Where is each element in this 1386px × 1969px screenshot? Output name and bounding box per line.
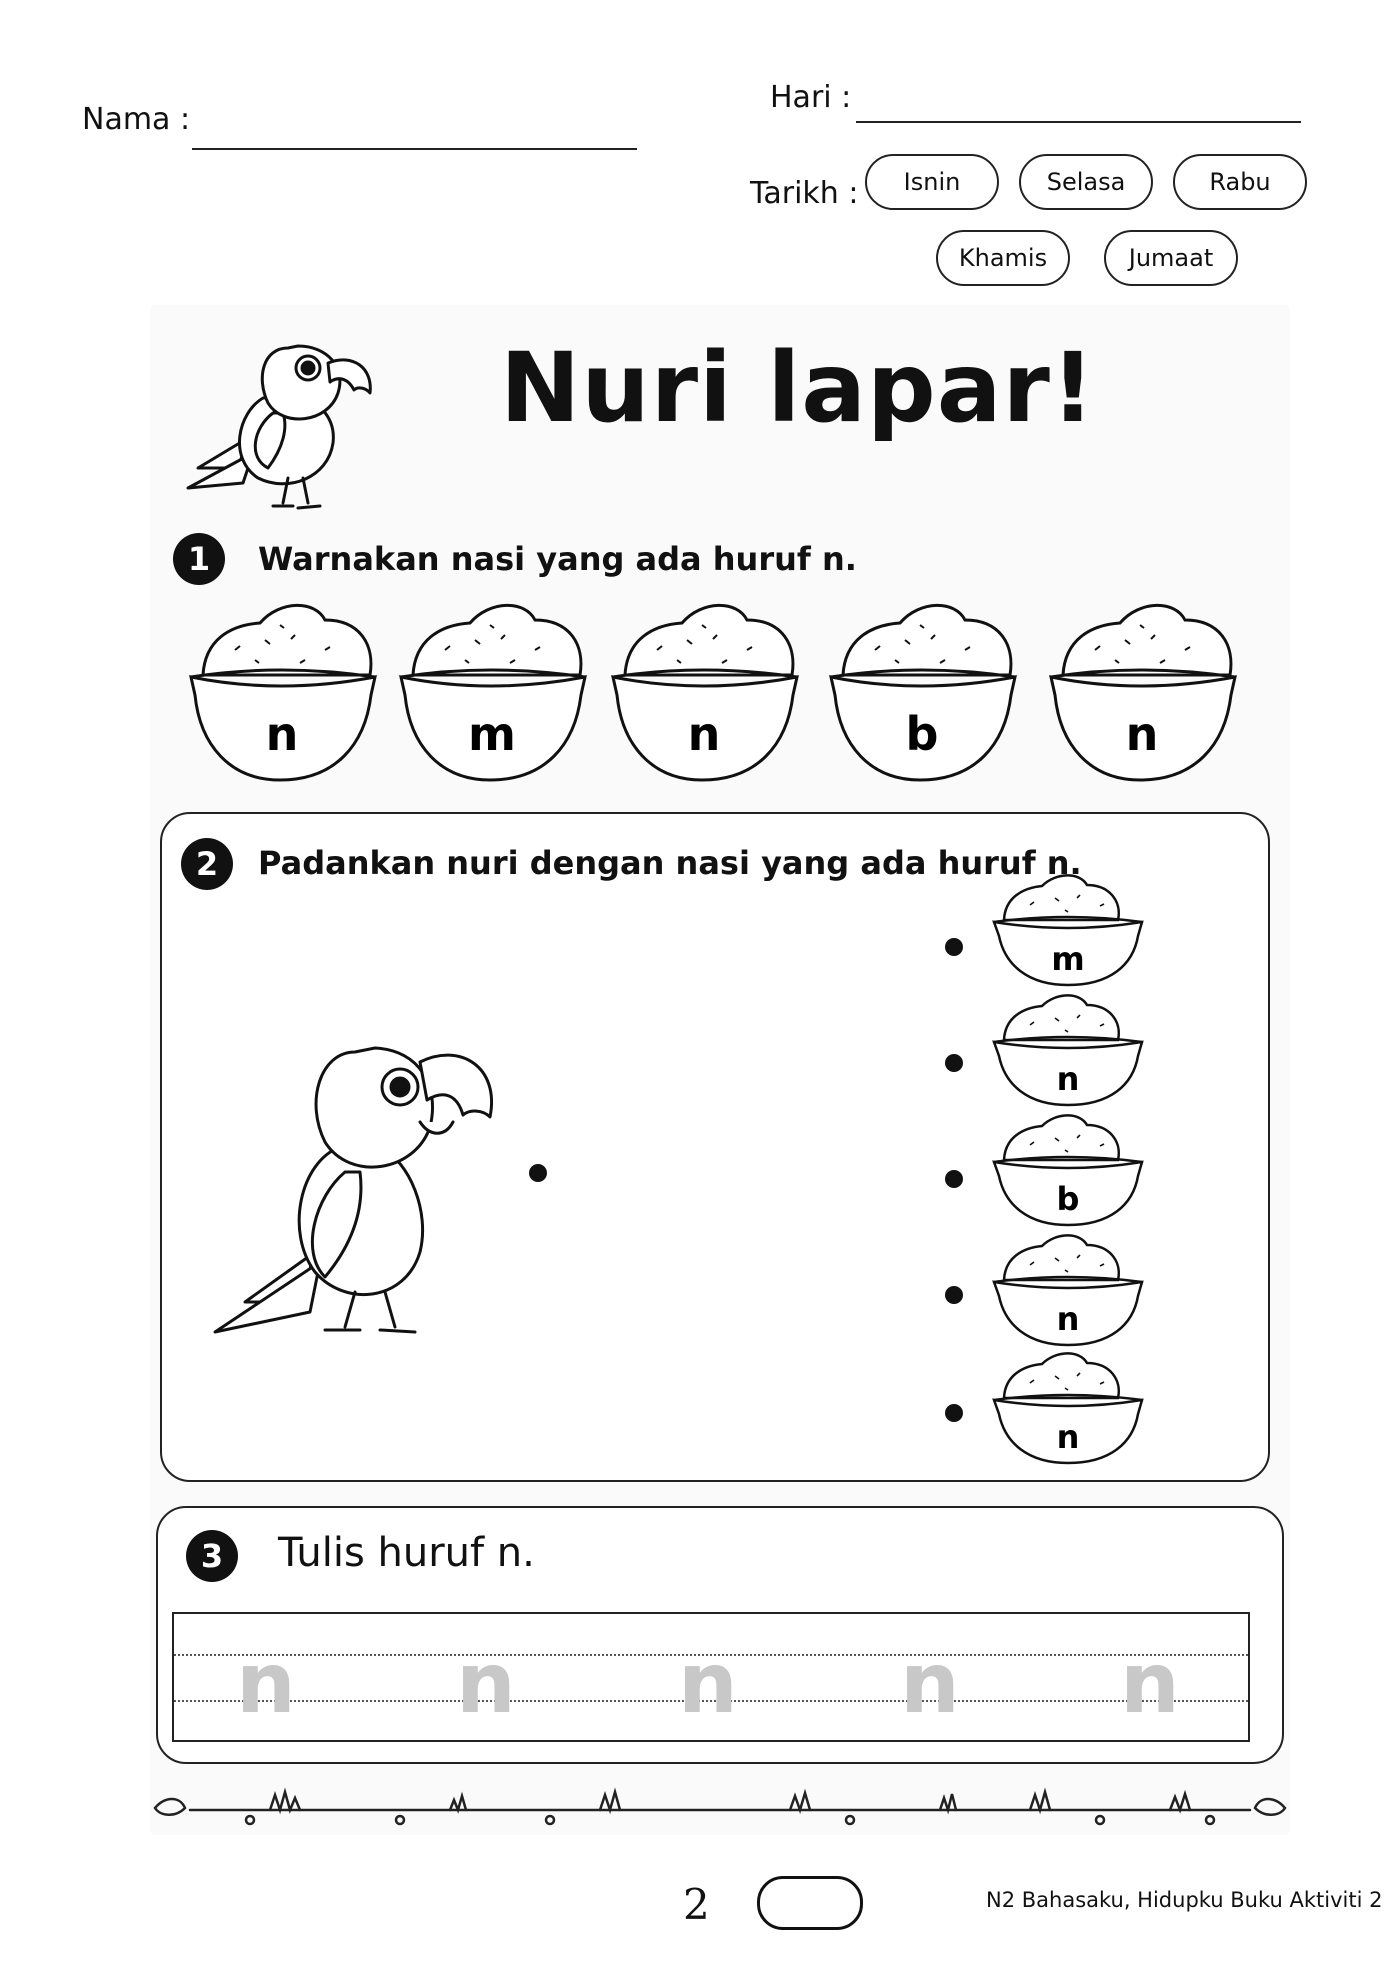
bowl-letter: n (1056, 1300, 1080, 1338)
bowl-match-dot[interactable] (945, 1404, 963, 1422)
rice-bowl-icon[interactable] (1051, 605, 1235, 780)
day-option-selasa[interactable]: Selasa (1019, 154, 1153, 210)
bowl-letter: n (265, 707, 299, 761)
bowl-match-dot[interactable] (945, 1170, 963, 1188)
bowl-letter: b (905, 707, 939, 761)
rice-bowl-icon[interactable] (191, 605, 375, 780)
question-1-number: 1 (173, 533, 225, 585)
bowl-match-dot[interactable] (945, 1054, 963, 1072)
tarikh-label: Tarikh : (750, 176, 859, 211)
bowl-letter: b (1056, 1180, 1080, 1218)
rice-bowl-icon[interactable] (401, 605, 585, 780)
page-number-box (757, 1876, 863, 1930)
question-3-text: Tulis huruf n. (278, 1530, 535, 1576)
trace-letter: n (236, 1634, 296, 1732)
parrot-match-dot[interactable] (529, 1164, 547, 1182)
question-2-number: 2 (181, 838, 233, 890)
bowl-letter: n (1056, 1060, 1080, 1098)
hari-field[interactable] (856, 121, 1301, 123)
rice-bowl-icon[interactable] (994, 1115, 1142, 1225)
parrot-icon (205, 1012, 515, 1342)
q1-bowls (185, 595, 1265, 790)
day-option-isnin[interactable]: Isnin (865, 154, 999, 210)
trace-letter: n (456, 1634, 516, 1732)
rice-bowl-icon[interactable] (994, 1235, 1142, 1345)
question-3-number: 3 (186, 1530, 238, 1582)
nama-label: Nama : (82, 102, 191, 137)
nama-field[interactable] (192, 148, 637, 150)
trace-letter: n (1120, 1634, 1180, 1732)
bowl-letter: n (1056, 1418, 1080, 1456)
rice-bowl-icon[interactable] (994, 875, 1142, 985)
grass-border-icon (150, 1778, 1290, 1828)
question-2-text: Padankan nuri dengan nasi yang ada huruf n. (258, 844, 1082, 882)
trace-letter: n (900, 1634, 960, 1732)
question-1-text: Warnakan nasi yang ada huruf n. (258, 540, 857, 578)
bowl-match-dot[interactable] (945, 938, 963, 956)
trace-letter: n (678, 1634, 738, 1732)
book-reference: N2 Bahasaku, Hidupku Buku Aktiviti 2 (986, 1888, 1383, 1912)
parrot-icon (168, 318, 418, 518)
bowl-letter: m (1051, 940, 1085, 978)
day-option-rabu[interactable]: Rabu (1173, 154, 1307, 210)
rice-bowl-icon[interactable] (831, 605, 1015, 780)
day-option-khamis[interactable]: Khamis (936, 230, 1070, 286)
bowl-letter: m (468, 707, 516, 761)
page-number: 2 (683, 1880, 710, 1929)
bowl-letter: n (687, 707, 721, 761)
q2-bowls (990, 870, 1160, 1470)
bowl-letter: n (1125, 707, 1159, 761)
hari-label: Hari : (770, 80, 852, 115)
day-option-jumaat[interactable]: Jumaat (1104, 230, 1238, 286)
page-title: Nuri lapar! (500, 332, 1096, 444)
bowl-match-dot[interactable] (945, 1286, 963, 1304)
rice-bowl-icon[interactable] (994, 1353, 1142, 1463)
rice-bowl-icon[interactable] (994, 995, 1142, 1105)
rice-bowl-icon[interactable] (613, 605, 797, 780)
